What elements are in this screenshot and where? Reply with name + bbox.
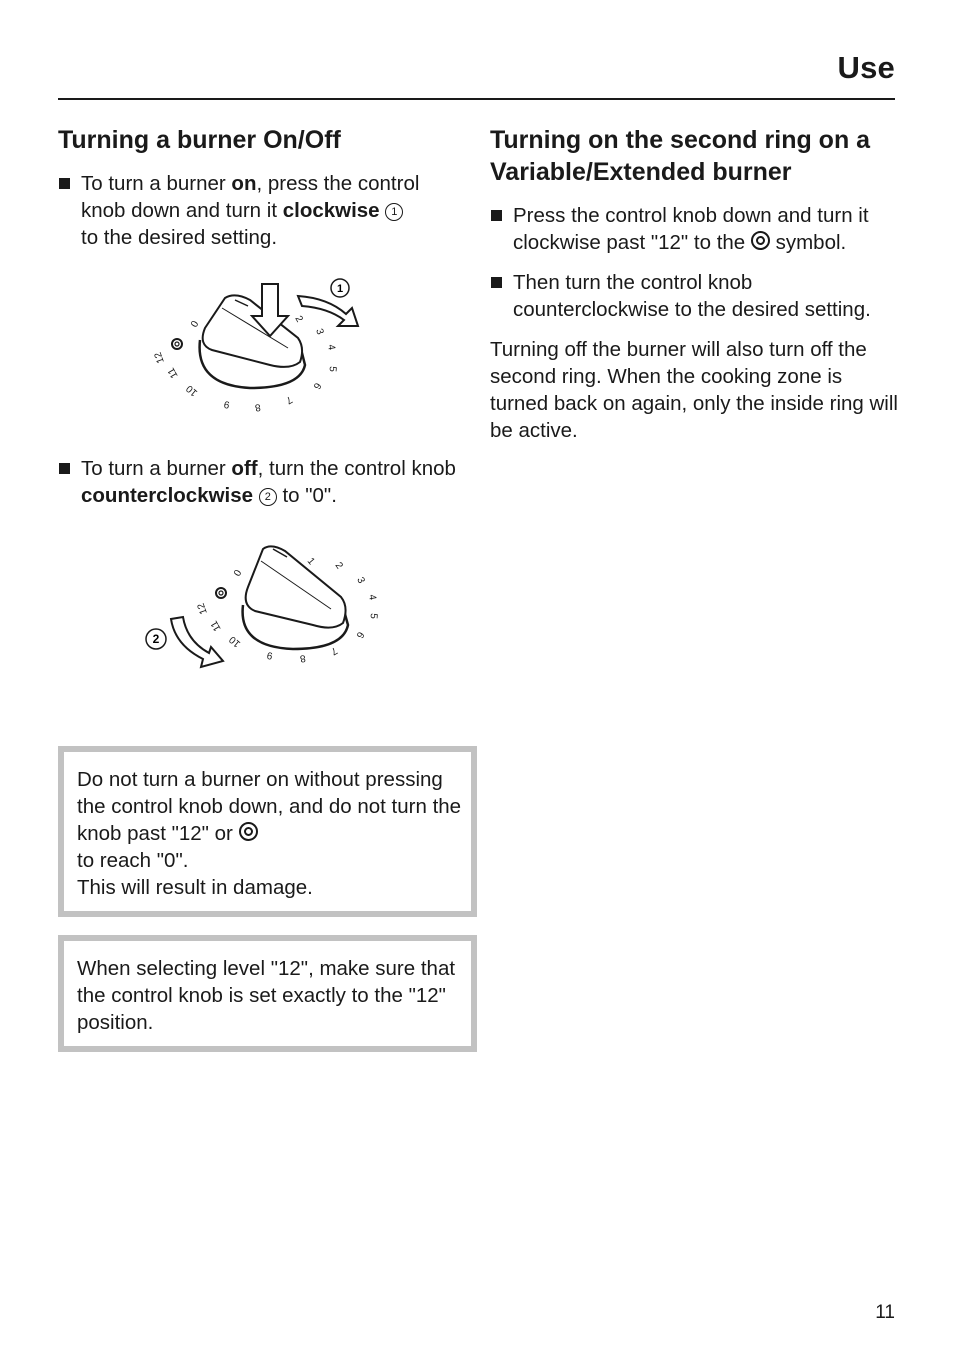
bullet-turn-back xyxy=(490,269,900,323)
text: symbol. xyxy=(769,231,847,254)
bullet-turn-off xyxy=(58,455,491,509)
bullet-square-icon xyxy=(59,463,70,474)
dial-marker: 6 xyxy=(310,380,323,391)
dial-marker: 3 xyxy=(313,327,326,337)
dial-marker: 5 xyxy=(326,365,338,373)
dial-marker: 8 xyxy=(299,652,307,664)
note-text: When selecting level "12", make sure that the control knob is set exactly to the "12" position. xyxy=(77,957,456,1034)
dial-marker: 10 xyxy=(184,382,200,399)
emphasis-counterclockwise: counterclockwise xyxy=(81,484,254,507)
bullet-press-and-turn xyxy=(490,202,900,256)
dial-marker: 4 xyxy=(366,593,378,601)
bullet-turn-on xyxy=(58,170,468,251)
left-column xyxy=(58,124,468,264)
damage-warning-box xyxy=(58,746,477,917)
dial-marker: 11 xyxy=(165,365,181,380)
knob-clockwise-figure xyxy=(150,270,380,420)
clockwise-arrow-icon xyxy=(298,296,358,326)
dial-marker: 3 xyxy=(354,575,367,586)
level-12-note-box xyxy=(58,935,477,1052)
bullet-square-icon xyxy=(59,178,70,189)
emphasis-on: on xyxy=(231,172,257,195)
dial-marker: 8 xyxy=(254,401,262,413)
header-divider xyxy=(58,98,895,100)
second-ring-symbol-icon xyxy=(239,822,258,841)
knob-counterclockwise-figure xyxy=(135,535,395,675)
dial-marker: 12 xyxy=(152,350,167,365)
text: , turn the control knob xyxy=(257,457,456,480)
dial-marker: 7 xyxy=(328,644,339,657)
text: to "0". xyxy=(276,484,337,507)
dial-marker: 4 xyxy=(325,343,337,351)
dial-marker: 2 xyxy=(292,314,305,325)
heading-turning-burner-on-off: Turning a burner On/Off xyxy=(58,126,341,154)
text: , press the control knob down and turn it xyxy=(81,172,420,222)
warning-text: to reach "0". xyxy=(77,849,189,872)
right-column xyxy=(490,124,900,444)
bullet-square-icon xyxy=(491,210,502,221)
second-ring-symbol-icon xyxy=(172,339,182,349)
heading-second-ring: Turning on the second ring on a Variable/Extended burner xyxy=(490,126,871,186)
callout-2-label: 2 xyxy=(152,632,160,646)
second-ring-symbol-icon xyxy=(216,588,226,598)
second-ring-symbol-icon xyxy=(751,231,770,250)
text: to the desired setting. xyxy=(81,226,278,249)
warning-text: Do not turn a burner on without pressing the control knob down, and do not turn the knob past "12" or xyxy=(77,768,462,845)
dial-marker: 1 xyxy=(304,555,317,568)
dial-marker: 10 xyxy=(227,633,243,650)
text: Press the control knob down and turn it clockwise past "12" to the xyxy=(513,204,869,254)
dial-marker: 9 xyxy=(223,398,231,410)
dial-marker: 9 xyxy=(266,649,274,661)
circled-number-2-icon: 2 xyxy=(259,488,277,506)
dial-marker: 5 xyxy=(367,612,379,620)
dial-marker: 0 xyxy=(189,319,202,330)
callout-1-label: 1 xyxy=(336,283,344,295)
warning-text: This will result in damage. xyxy=(77,876,313,899)
bullet-square-icon xyxy=(491,277,502,288)
circled-number-1-icon: 1 xyxy=(385,203,403,221)
turning-off-paragraph: Turning off the burner will also turn off the second ring. When the cooking zone is turned back on again, only the inside ring will be active. xyxy=(490,338,898,442)
dial-marker: 12 xyxy=(195,601,210,616)
dial-marker: 7 xyxy=(283,393,294,406)
dial-marker: 11 xyxy=(208,618,224,633)
page-section-title: Use xyxy=(837,50,895,85)
dial-marker: 2 xyxy=(332,560,345,572)
text: To turn a burner xyxy=(81,172,232,195)
dial-marker: 6 xyxy=(353,629,366,640)
text: To turn a burner xyxy=(81,457,232,480)
page-number: 11 xyxy=(875,1302,895,1323)
emphasis-off: off xyxy=(231,457,258,480)
text: Then turn the control knob counterclockwise to the desired setting. xyxy=(513,271,871,321)
emphasis-clockwise: clockwise xyxy=(282,199,380,222)
dial-marker: 0 xyxy=(232,568,245,579)
